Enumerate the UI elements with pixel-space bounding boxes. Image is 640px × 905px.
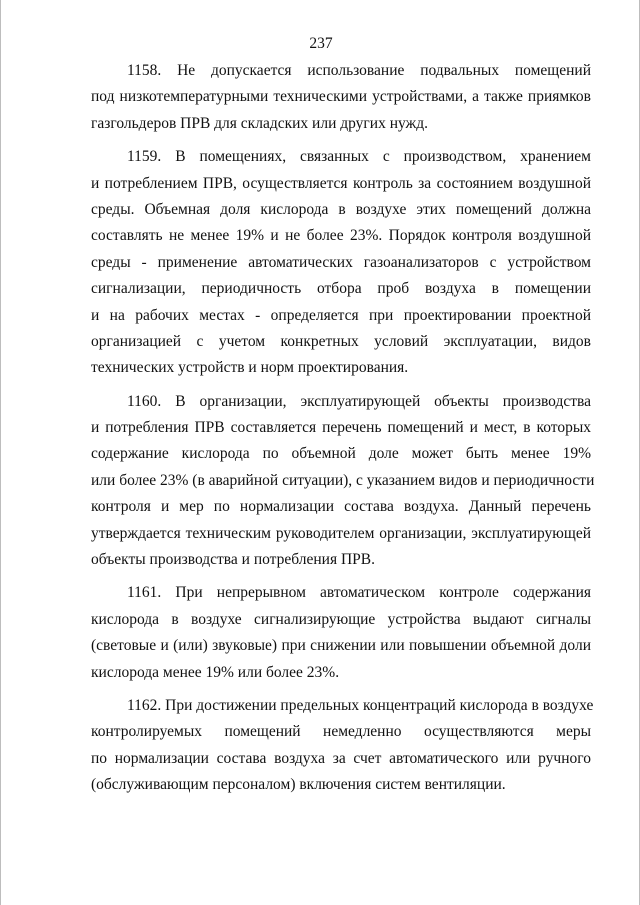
text-line: (обслуживающим персоналом) включения систем вентиляции. — [91, 776, 506, 794]
text-line: (световые и (или) звуковые) при снижении или повышении объемной доли — [91, 637, 591, 655]
text-line: газгольдеров ПРВ для складских или других нужд. — [91, 114, 429, 132]
text-line: составлять не менее 19% и не более 23%. Порядок контроля воздушной — [91, 227, 591, 245]
text-line: и потребления ПРВ составляется перечень помещений и мест, в которых — [91, 419, 591, 437]
text-line: 1162. При достижении предельных концентраций кислорода в воздухе — [127, 696, 594, 714]
text-line: или более 23% (в аварийной ситуации), с указанием видов и периодичности — [91, 471, 595, 489]
text-line: контролируемых помещений немедленно осуществляются меры — [91, 723, 591, 741]
text-line: сигнализации, периодичность отбора проб воздуха в помещении — [91, 280, 591, 298]
text-line: 1161. При непрерывном автоматическом контроле содержания — [127, 584, 591, 602]
text-line: по нормализации состава воздуха за счет автоматического или ручного — [91, 749, 591, 767]
text-line: организацией с учетом конкретных условий эксплуатации, видов — [91, 332, 591, 350]
paragraph — [91, 580, 591, 686]
page-number: 237 — [309, 35, 333, 52]
document-body — [91, 58, 595, 806]
text-line: утверждается техническим руководителем организации, эксплуатирующей — [91, 524, 591, 542]
text-line: кислорода менее 19% или более 23%. — [91, 663, 340, 681]
text-line: кислорода в воздухе сигнализирующие устройства выдают сигналы — [91, 610, 591, 628]
paragraph — [91, 389, 595, 574]
paragraph — [91, 144, 591, 382]
text-line: 1159. В помещениях, связанных с производством, хранением — [127, 148, 591, 166]
text-line: под низкотемпературными техническими устройствами, а также приямков — [91, 88, 591, 106]
text-line: технических устройств и норм проектирования. — [91, 359, 409, 377]
text-line: среды - применение автоматических газоанализаторов с устройством — [91, 253, 591, 271]
text-line: и на рабочих местах - определяется при проектировании проектной — [91, 306, 591, 324]
text-line: 1160. В организации, эксплуатирующей объекты производства — [127, 392, 591, 410]
text-line: содержание кислорода по объемной доле может быть менее 19% — [91, 445, 591, 463]
text-line: 1158. Не допускается использование подвальных помещений — [127, 62, 591, 79]
text-line: контроля и мер по нормализации состава воздуха. Данный перечень — [91, 498, 591, 516]
text-line: объекты производства и потребления ПРВ. — [91, 551, 376, 569]
text-line: и потреблением ПРВ, осуществляется контроль за состоянием воздушной — [91, 174, 591, 192]
paragraph — [91, 693, 594, 799]
paragraph — [91, 58, 591, 137]
text-line: среды. Объемная доля кислорода в воздухе этих помещений должна — [91, 200, 591, 218]
